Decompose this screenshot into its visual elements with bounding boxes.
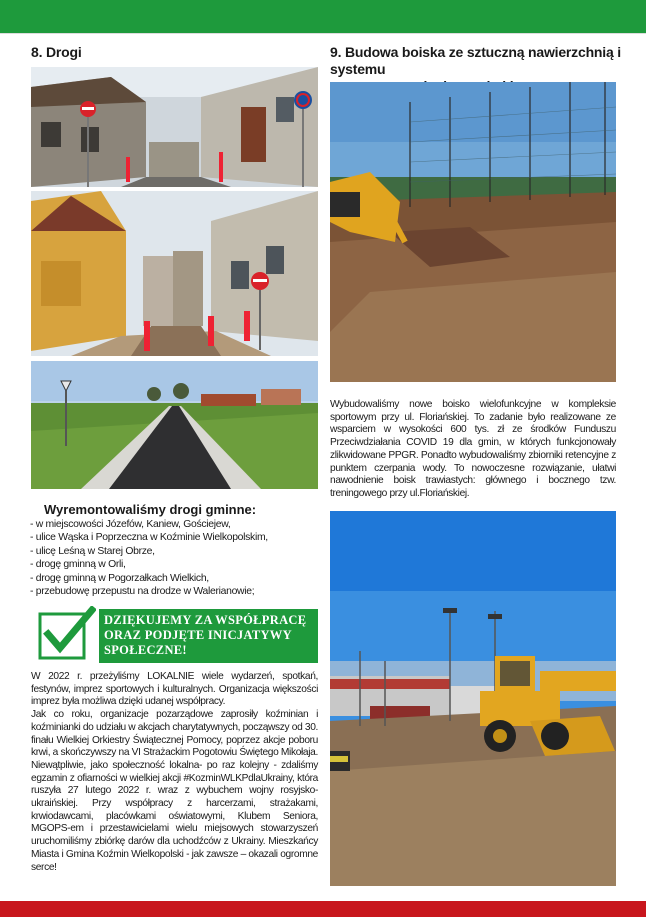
header-bar bbox=[0, 0, 646, 33]
community-paragraph-1: W 2022 r. przeżyliśmy LOKALNIE wiele wydarzeń, spotkań, festynów, imprez sportowych i kulturalnych. Organizacja większości imprez była możliwa dzięki udanej współpracy. bbox=[31, 671, 318, 708]
list-item: - ulicę Leśną w Starej Obrze, bbox=[30, 545, 155, 557]
list-item: - ulice Wąska i Poprzeczna w Koźminie Wielkopolskim, bbox=[30, 532, 268, 544]
thanks-banner-text bbox=[104, 613, 314, 658]
excavator-photo bbox=[330, 511, 616, 886]
roads-list bbox=[30, 518, 268, 598]
pitch-description: Wybudowaliśmy nowe boisko wielofunkcyjne w kompleksie sportowym przy ul. Floriańskiej. To zadanie było realizowane ze wsparciem w wysokości 600 tys. zł ze środków Funduszu Przeciwdziałania COVID 19 dla gmin, w których funkcjonowały zlikwidowane PPGR. Ponadto wybudowaliśmy zbiorniki retencyjne z punktem czerpania wody. To nowoczesne rozwiązanie, ułatwi nawodnienie boisk trawiastych: głównego i bocznego tzw. treningowego przy ul.Floriańskiej. bbox=[330, 399, 616, 499]
community-paragraph-3: Niewątpliwie, jako społeczność lokalna- po raz kolejny - zdaliśmy egzamin z ofiarności w wielkiej akcji #KozminWLKPdlaUkrainy, która ruszyła 27 lutego 2022 r. wraz z wybuchem wojny rosyjsko-ukraińskiej. Przy współpracy z harcerzami, strażakami, krwiodawcami, placówkami oświatowymi, Klubem Seniora, MGOPS-em i przestawicielami wielu miejsowych stowarzyszeń uruchomiliśmy zbiórkę darów dla uchodźców z Ukrainy. Mieszkańcy Miasta i Gmina Koźmin Wielkopolski - jak zawsze – okazali ogromne serce! bbox=[31, 759, 318, 873]
list-item: - drogę gminną w Pogorzałkach Wielkich, bbox=[30, 572, 209, 584]
checkmark-icon bbox=[36, 606, 96, 661]
community-paragraph-2: Jak co roku, organizacje pozarządowe zaprosiły koźminian i koźminianki do udziału w akcjach charytatywnych, począwszy od 30. finału Wielkiej Orkiestry Świątecznej Pomocy, poprzez akcje poboru krwi, a skończywszy na VI Strażackim Pogotowiu Świętego Mikołaja. bbox=[31, 709, 318, 759]
thanks-line-2: ORAZ PODJĘTE INICJATYWY bbox=[104, 628, 292, 642]
header-divider bbox=[0, 33, 646, 34]
footer-bar bbox=[0, 901, 646, 917]
thanks-line-3: SPOŁECZNE! bbox=[104, 643, 187, 657]
pitch-heading-line-1: 9. Budowa boiska ze sztuczną nawierzchnią i systemu bbox=[330, 44, 621, 77]
street-photo-1 bbox=[31, 67, 318, 187]
pitch-construction-photo bbox=[330, 82, 616, 382]
street-photo-2 bbox=[31, 191, 318, 356]
community-text bbox=[31, 671, 318, 874]
list-item: - przebudowę przepustu na drodze w Walerianowie; bbox=[30, 586, 255, 598]
list-item: - w miejscowości Józefów, Kaniew, Gościejew, bbox=[30, 519, 231, 530]
country-road-photo bbox=[31, 361, 318, 489]
list-item: - drogę gminną w Orli, bbox=[30, 559, 126, 571]
thanks-line-1: DZIĘKUJEMY ZA WSPÓŁPRACĘ bbox=[104, 613, 307, 627]
roads-heading: 8. Drogi bbox=[31, 44, 82, 60]
roads-list-title: Wyremontowaliśmy drogi gminne: bbox=[44, 502, 257, 517]
